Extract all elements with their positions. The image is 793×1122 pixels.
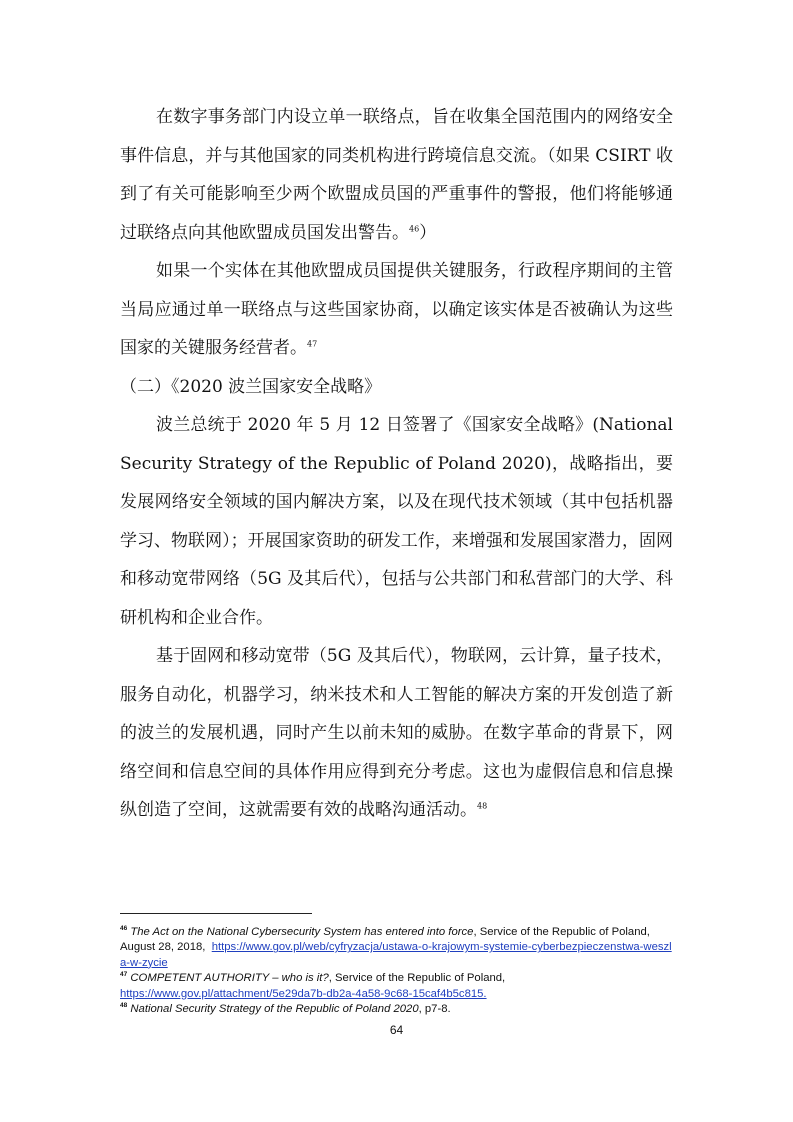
footnote-separator (120, 913, 312, 914)
footnote-number: 47 (120, 971, 128, 979)
paragraph-1-tail: ） (419, 222, 437, 243)
footnote-number: 46 (120, 925, 128, 933)
paragraph-1 (120, 98, 673, 252)
page-number: 64 (389, 1023, 404, 1037)
section-heading: （二）《2020 波兰国家安全战略》 (120, 376, 382, 397)
paragraph-1-text: 在数字事务部门内设立单一联络点，旨在收集全国范围内的网络安全事件信息，并与其他国家的同类机构进行跨境信息交流。（如果 CSIRT 收到了有关可能影响至少两个欧盟成员国的严重事件的警报，他们将能够通过联络点向其他欧盟成员国发出警告。 (120, 107, 673, 243)
footnote-link[interactable]: https://www.gov.pl/web/cyfryzacja/ustawa-o-krajowym-systemie-cyberbezpieczenstwa-weszla-w-zycie (120, 941, 672, 969)
footnote-48 (120, 1002, 673, 1017)
footnotes (120, 925, 673, 1017)
footnote-title: National Security Strategy of the Republic of Poland 2020 (130, 1003, 419, 1016)
paragraph-4-text: 基于固网和移动宽带（5G 及其后代），物联网，云计算，量子技术，服务自动化，机器学习，纳米技术和人工智能的解决方案的开发创造了新的波兰的发展机遇，同时产生以前未知的威胁。在数字革命的背景下，网络空间和信息空间的具体作用应得到充分考虑。这也为虚假信息和信息操纵创造了空间，这就需要有效的战略沟通活动。 (120, 646, 673, 820)
footnote-ref-48[interactable]: 48 (477, 801, 488, 811)
footnote-ref-46[interactable]: 46 (409, 223, 420, 233)
footnote-47 (120, 971, 673, 1002)
footnote-source: , Service of the Republic of Poland, August 28, 2018, (120, 926, 650, 954)
paragraph-2 (120, 252, 673, 368)
footnote-link[interactable]: https://www.gov.pl/attachment/5e29da7b-db2a-4a58-9c68-15caf4b5c815. (120, 987, 487, 1000)
paragraph-3-text: 波兰总统于 2020 年 5 月 12 日签署了《国家安全战略》(National Security Strategy of the Republic of Poland 2020)，战略指出，要发展网络安全领域的国内解决方案，以及在现代技术领域（其中包括机器学习、物联网）；开展国家资助的研发工作，来增强和发展国家潜力，固网和移动宽带网络（5G 及其后代），包括与公共部门和私营部门的大学、科研机构和企业合作。 (120, 415, 673, 628)
footnote-title: The Act on the National Cybersecurity System has entered into force (130, 926, 474, 938)
footnote-ref-47[interactable]: 47 (307, 339, 318, 349)
paragraph-2-text: 如果一个实体在其他欧盟成员国提供关键服务，行政程序期间的主管当局应通过单一联络点与这些国家协商，以确定该实体是否被确认为这些国家的关键服务经营者。 (120, 261, 673, 358)
body-text (120, 98, 673, 830)
paragraph-3 (120, 406, 673, 637)
paragraph-4 (120, 637, 673, 830)
footnote-title: COMPETENT AUTHORITY – who is it? (130, 972, 329, 985)
footnote-number: 48 (120, 1002, 128, 1010)
footnote-46 (120, 925, 673, 971)
footnote-source: , p7-8. (418, 1003, 451, 1016)
footnote-source: , Service of the Republic of Poland, (328, 972, 506, 985)
